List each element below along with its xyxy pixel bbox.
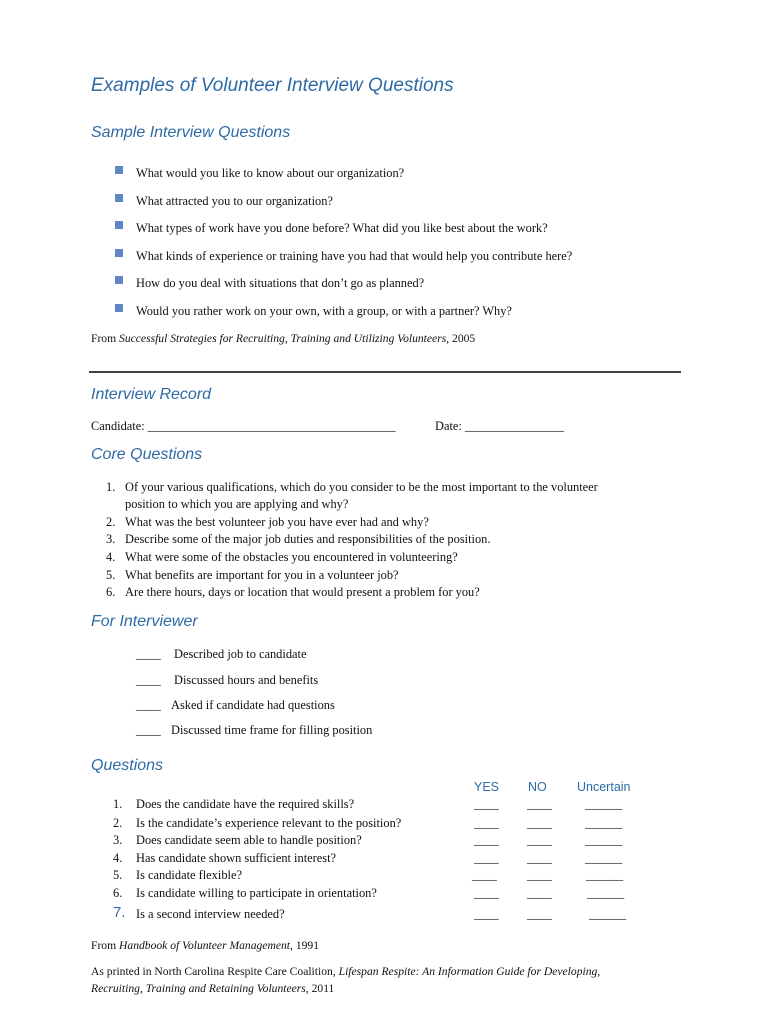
- yes-blank: ____: [474, 816, 499, 830]
- list-item-continuation: position to which you are applying and why?: [125, 497, 349, 511]
- row-question: Has candidate shown sufficient interest?: [136, 851, 337, 865]
- no-blank: ____: [527, 851, 552, 865]
- core-questions-heading: Core Questions: [91, 446, 203, 463]
- square-bullet-icon: [115, 221, 123, 229]
- citation-title: Successful Strategies for Recruiting, Training and Utilizing Volunteers: [119, 332, 447, 345]
- row-question: Is a second interview needed?: [136, 907, 285, 921]
- yes-blank: ____: [474, 907, 499, 921]
- checklist-item: Discussed hours and benefits: [174, 673, 319, 687]
- yes-blank: ____: [474, 851, 499, 865]
- list-item: Would you rather work on your own, with a group, or with a partner? Why?: [136, 304, 512, 318]
- list-item: What were some of the obstacles you encountered in volunteering?: [125, 550, 458, 564]
- row-number: 6.: [113, 886, 123, 900]
- row-number: 3.: [113, 833, 123, 847]
- sample-questions-heading: Sample Interview Questions: [91, 124, 291, 141]
- checklist-blank: ____: [136, 673, 161, 687]
- list-item: Of your various qualifications, which do you consider to be the most important to the volunteer: [125, 480, 598, 494]
- square-bullet-icon: [115, 276, 123, 284]
- date-field: Date: ________________: [435, 419, 565, 433]
- for-interviewer-heading: For Interviewer: [91, 613, 198, 630]
- footer-citation-line1: [91, 965, 600, 978]
- row-question: Does candidate seem able to handle position?: [136, 833, 362, 847]
- uncertain-blank: ______: [585, 797, 623, 811]
- footer-citation-line2: [91, 982, 334, 995]
- list-item: What types of work have you done before? What did you like best about the work?: [136, 221, 548, 235]
- section-divider: [89, 371, 681, 373]
- list-item: What kinds of experience or training have you had that would help you contribute here?: [136, 249, 573, 263]
- uncertain-blank: ______: [587, 886, 625, 900]
- list-item: How do you deal with situations that don’t go as planned?: [136, 276, 425, 290]
- list-item: What would you like to know about our organization?: [136, 166, 405, 180]
- footer-prefix: As printed in North Carolina Respite Care Coalition,: [91, 965, 339, 978]
- list-item: What attracted you to our organization?: [136, 194, 333, 208]
- row-number: 2.: [113, 816, 123, 830]
- interview-record-heading: Interview Record: [91, 386, 212, 403]
- checklist-item: Asked if candidate had questions: [171, 698, 335, 712]
- citation-year: , 1991: [290, 939, 319, 952]
- uncertain-blank: ______: [585, 833, 623, 847]
- row-number: 1.: [113, 797, 123, 811]
- sample-source-citation: [91, 332, 475, 345]
- checklist-item: Discussed time frame for filling position: [171, 723, 373, 737]
- list-item-number: 1.: [106, 480, 116, 494]
- square-bullet-icon: [115, 249, 123, 257]
- list-item-number: 5.: [106, 568, 116, 582]
- citation-prefix: From: [91, 332, 120, 345]
- row-question: Is the candidate’s experience relevant to the position?: [136, 816, 402, 830]
- yes-blank: ____: [474, 797, 499, 811]
- square-bullet-icon: [115, 194, 123, 202]
- column-header-yes: YES: [474, 780, 500, 794]
- yes-blank: ____: [474, 886, 499, 900]
- page-title: Examples of Volunteer Interview Questions: [91, 75, 454, 96]
- no-blank: ____: [527, 886, 552, 900]
- list-item: Are there hours, days or location that would present a problem for you?: [125, 585, 480, 599]
- square-bullet-icon: [115, 166, 123, 174]
- row-question: Does the candidate have the required skills?: [136, 797, 355, 811]
- no-blank: ____: [527, 816, 552, 830]
- row-number: 5.: [113, 868, 123, 882]
- questions-source-citation: [91, 939, 319, 952]
- uncertain-blank: ______: [589, 907, 627, 921]
- checklist-blank: ____: [136, 647, 161, 661]
- row-number: 7.: [113, 904, 126, 921]
- no-blank: ____: [527, 833, 552, 847]
- no-blank: ____: [527, 868, 552, 882]
- row-number: 4.: [113, 851, 123, 865]
- citation-year: , 2005: [446, 332, 476, 345]
- checklist-item: Described job to candidate: [174, 647, 307, 661]
- yes-blank: ____: [472, 868, 497, 882]
- list-item-number: 3.: [106, 532, 116, 546]
- list-item: Describe some of the major job duties and responsibilities of the position.: [125, 532, 491, 546]
- citation-prefix: From: [91, 939, 120, 952]
- no-blank: ____: [527, 907, 552, 921]
- footer-title-part1: Lifespan Respite: An Information Guide for Developing,: [338, 965, 601, 978]
- list-item-number: 4.: [106, 550, 116, 564]
- row-question: Is candidate flexible?: [136, 868, 242, 882]
- footer-title-part2: Recruiting, Training and Retaining Volunteers: [91, 982, 306, 995]
- questions-heading: Questions: [91, 757, 164, 774]
- list-item-number: 6.: [106, 585, 116, 599]
- citation-title: Handbook of Volunteer Management: [119, 939, 291, 952]
- column-header-uncertain: Uncertain: [577, 780, 631, 794]
- list-item: What benefits are important for you in a volunteer job?: [125, 568, 399, 582]
- uncertain-blank: ______: [585, 816, 623, 830]
- uncertain-blank: ______: [585, 851, 623, 865]
- list-item: What was the best volunteer job you have ever had and why?: [125, 515, 429, 529]
- candidate-field: Candidate: ________________________________________: [91, 419, 396, 433]
- checklist-blank: ____: [136, 698, 161, 712]
- square-bullet-icon: [115, 304, 123, 312]
- yes-blank: ____: [474, 833, 499, 847]
- list-item-number: 2.: [106, 515, 116, 529]
- checklist-blank: ____: [136, 723, 161, 737]
- footer-year: , 2011: [305, 982, 335, 995]
- uncertain-blank: ______: [586, 868, 624, 882]
- column-header-no: NO: [528, 780, 547, 794]
- no-blank: ____: [527, 797, 552, 811]
- row-question: Is candidate willing to participate in orientation?: [136, 886, 377, 900]
